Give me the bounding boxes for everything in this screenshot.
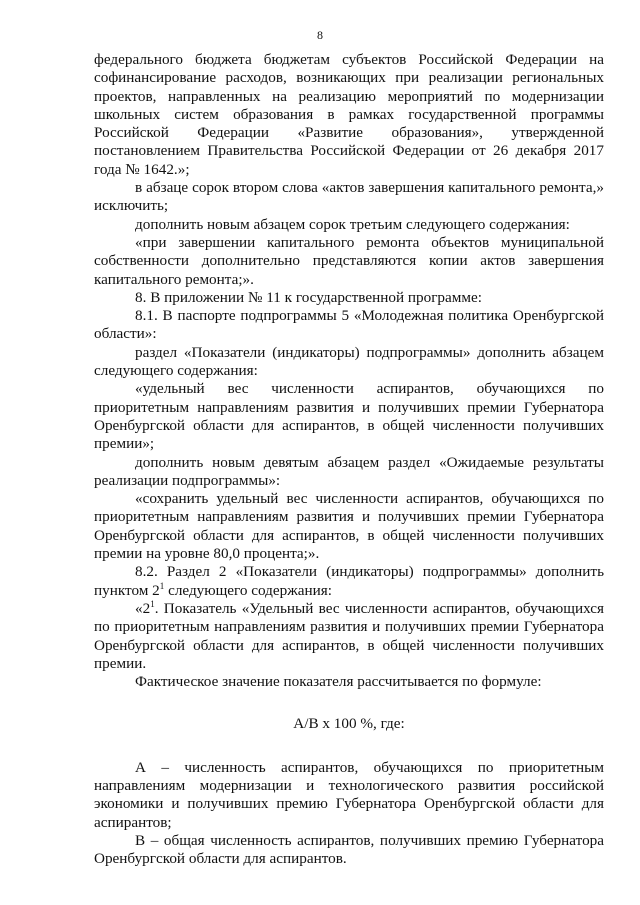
superscript-1: 1 <box>159 580 165 591</box>
document-body <box>94 51 604 868</box>
paragraph-definition-b: В – общая численность аспирантов, получивших премию Губернатора Оренбургской области для аспирантов. <box>94 831 604 868</box>
indicator-number: «2 <box>135 599 151 617</box>
paragraph-definition-a: А – численность аспирантов, обучающихся по приоритетным направлениям модернизации и технологического развития российской экономики и получивших премию Губернатора Оренбургской области для аспирантов; <box>94 758 604 831</box>
paragraph-appendix-11: 8. В приложении № 11 к государственной программе: <box>135 288 482 306</box>
paragraph-exclude-words: в абзаце сорок втором слова «актов завершения капитального ремонта,» исключить; <box>94 179 604 215</box>
paragraph-share-postgraduates: «удельный вес численности аспирантов, обучающихся по приоритетным направлениям развития и получивших премии Губернатора Оренбургской области для аспирантов, в общей численности получивших премии»; <box>94 380 604 453</box>
section-2-text-end: следующего содержания: <box>164 581 332 599</box>
formula: А/В x 100 %, где: <box>293 715 405 733</box>
paragraph-indicators-section: раздел «Показатели (индикаторы) подпрограммы» дополнить абзацем следующего содержания: <box>94 343 604 380</box>
paragraph-expected-results: дополнить новым девятым абзацем раздел «Ожидаемые результаты реализации подпрограммы»: <box>94 453 604 489</box>
paragraph-keep-share: «сохранить удельный вес численности аспирантов, обучающихся по приоритетным направлениям развития и получивших премии Губернатора Оренбургской области для аспирантов, в общей численности получивших премии на уровне 80,0 процента;». <box>94 490 604 563</box>
paragraph-federal-budget: федерального бюджета бюджетам субъектов Российской Федерации на софинансирование расходов, возникающих при реализации региональных проектов, направленных на реализацию мероприятий по модернизации школьных систем образования в рамках государственной программы Российской Федерации «Развитие образования», утвержденной постановлением Правительства Российской Федерации от 26 декабря 2017 года № 1642.»; <box>94 51 604 178</box>
paragraph-section-2 <box>94 563 604 600</box>
paragraph-add-43rd: дополнить новым абзацем сорок третьим следующего содержания: <box>135 215 570 233</box>
paragraph-indicator-2-1 <box>94 600 604 673</box>
indicator-text: . Показатель «Удельный вес численности аспирантов, обучающихся по приоритетным направлениям развития и получивших премии Губернатора Оренбургской области для аспирантов, в общей численности получивших премии. <box>94 599 604 672</box>
paragraph-formula-intro: Фактическое значение показателя рассчитывается по формуле: <box>135 673 542 691</box>
section-2-text: 8.2. Раздел 2 «Показатели (индикаторы) подпрограммы» дополнить пунктом 2 <box>94 563 604 599</box>
page-number: 8 <box>317 28 323 42</box>
superscript-1: 1 <box>150 598 155 609</box>
paragraph-repair-copies: «при завершении капитального ремонта объектов муниципальной собственности дополнительно представляются копии актов завершения капитального ремонта;». <box>94 233 604 288</box>
paragraph-subprogram-5: 8.1. В паспорте подпрограммы 5 «Молодежная политика Оренбургской области»: <box>94 307 604 343</box>
